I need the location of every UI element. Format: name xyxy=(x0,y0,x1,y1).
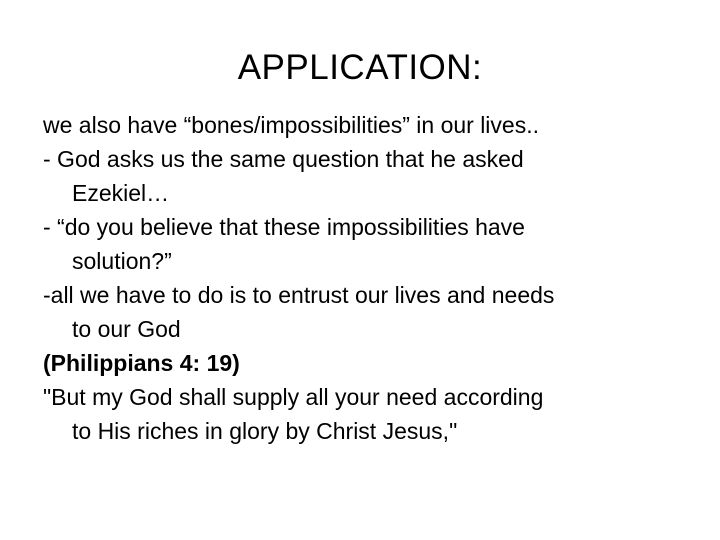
scripture-reference: (Philippians 4: 19) xyxy=(43,350,240,376)
bullet-belief-continued: solution?” xyxy=(72,248,172,274)
body-line-intro: we also have “bones/impossibilities” in our lives.. xyxy=(43,112,539,138)
bullet-entrust-continued: to our God xyxy=(72,316,181,342)
scripture-quote: "But my God shall supply all your need according xyxy=(43,384,544,410)
scripture-quote-continued: to His riches in glory by Christ Jesus," xyxy=(72,418,458,444)
slide-body xyxy=(43,108,713,448)
slide-title: APPLICATION: xyxy=(237,48,483,87)
bullet-belief: - “do you believe that these impossibilities have xyxy=(43,214,525,240)
bullet-question: - God asks us the same question that he asked xyxy=(43,146,524,172)
bullet-question-continued: Ezekiel… xyxy=(72,180,170,206)
bullet-entrust: -all we have to do is to entrust our lives and needs xyxy=(43,282,555,308)
